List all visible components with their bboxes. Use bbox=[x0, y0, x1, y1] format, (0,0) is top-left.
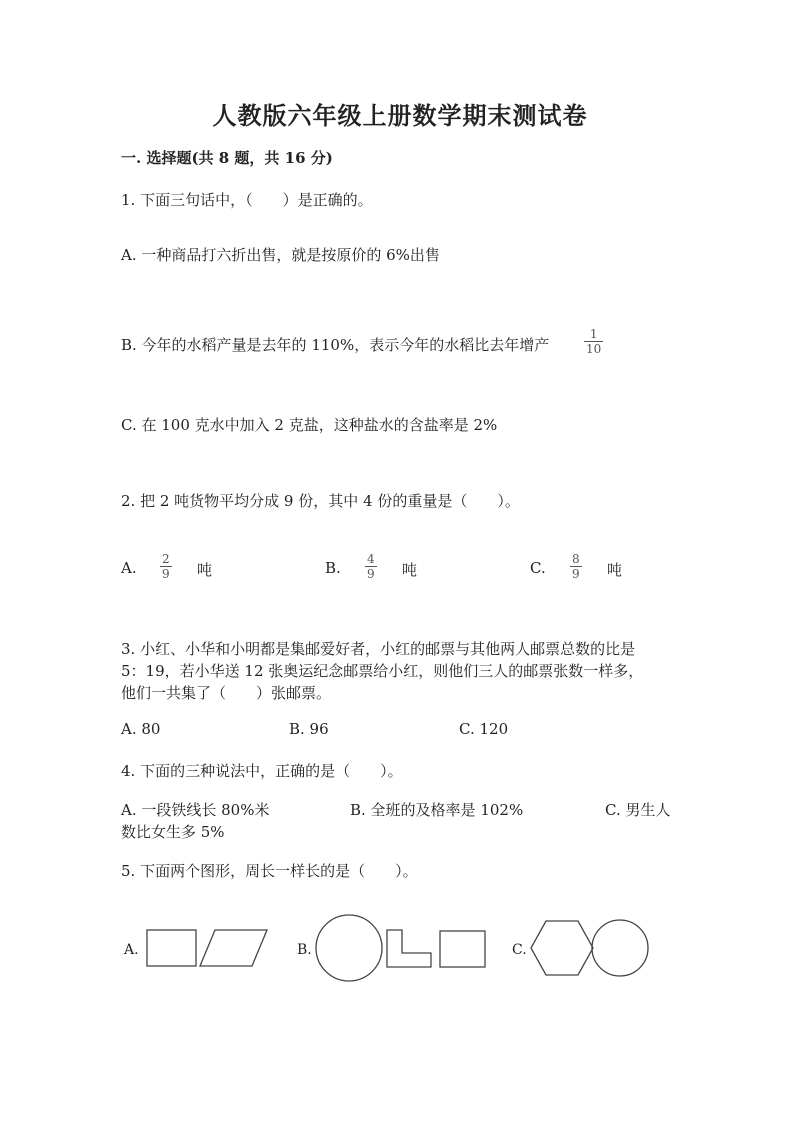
q1-stem: 1. 下面三句话中，（ ）是正确的。 bbox=[121, 191, 373, 209]
page-title: 人教版六年级上册数学期末测试卷 bbox=[212, 101, 588, 130]
q3-line-3: 他们一共集了（ ）张邮票。 bbox=[121, 684, 332, 702]
fraction-numerator: 1 bbox=[589, 327, 598, 341]
q2-option-a-label: A. bbox=[121, 559, 137, 577]
fraction-denominator: 9 bbox=[367, 567, 375, 581]
q1-option-b: B. 今年的水稻产量是去年的 110%，表示今年的水稻比去年增产 bbox=[121, 336, 550, 354]
fraction-numerator: 4 bbox=[367, 552, 375, 566]
q2-option-c-unit: 吨 bbox=[607, 561, 623, 579]
q4-option-b: B. 全班的及格率是 102% bbox=[350, 801, 524, 819]
q4-stem: 4. 下面的三种说法中，正确的是（ ）。 bbox=[121, 762, 403, 780]
q3-option-b: B. 96 bbox=[289, 720, 329, 738]
fraction-denominator: 9 bbox=[572, 567, 580, 581]
circle-shape-2 bbox=[592, 920, 648, 976]
q5-option-b-label: B. bbox=[297, 942, 312, 958]
q2-option-a-unit: 吨 bbox=[197, 561, 213, 579]
fraction-numerator: 2 bbox=[162, 552, 170, 566]
fraction-denominator: 10 bbox=[586, 342, 602, 356]
q3-option-c: C. 120 bbox=[459, 720, 509, 738]
q5-stem: 5. 下面两个图形，周长一样长的是（ ）。 bbox=[121, 862, 418, 880]
q3-line-2: 5：19，若小华送 12 张奥运纪念邮票给小红，则他们三人的邮票张数一样多， bbox=[121, 662, 644, 680]
q1-option-a: A. 一种商品打六折出售，就是按原价的 6%出售 bbox=[121, 246, 440, 264]
q4-option-c: C. 男生人 bbox=[605, 801, 671, 819]
fraction-numerator: 8 bbox=[572, 552, 580, 566]
q3-option-a: A. 80 bbox=[121, 720, 161, 738]
square-shape bbox=[147, 930, 196, 966]
hexagon-shape bbox=[531, 921, 593, 975]
circle-shape bbox=[316, 915, 382, 981]
q4-option-a: A. 一段铁线长 80%米 bbox=[121, 801, 270, 819]
fraction-denominator: 9 bbox=[162, 567, 170, 581]
rectangle-shape bbox=[440, 931, 485, 967]
q5-option-a-label: A. bbox=[124, 942, 139, 958]
q2-option-c-label: C. bbox=[530, 559, 546, 577]
q4-option-c-continued: 数比女生多 5% bbox=[121, 823, 225, 841]
section-heading: 一. 选择题(共 8 题，共 16 分) bbox=[121, 149, 333, 167]
q2-option-b-unit: 吨 bbox=[402, 561, 418, 579]
q2-option-b-label: B. bbox=[325, 559, 341, 577]
parallelogram-shape bbox=[200, 930, 267, 966]
q1-option-c: C. 在 100 克水中加入 2 克盐，这种盐水的含盐率是 2% bbox=[121, 416, 498, 434]
q2-stem: 2. 把 2 吨货物平均分成 9 份，其中 4 份的重量是（ ）。 bbox=[121, 492, 520, 510]
l-shape bbox=[387, 930, 431, 967]
q3-line-1: 3. 小红、小华和小明都是集邮爱好者，小红的邮票与其他两人邮票总数的比是 bbox=[121, 640, 636, 658]
q5-option-c-label: C. bbox=[512, 942, 527, 958]
